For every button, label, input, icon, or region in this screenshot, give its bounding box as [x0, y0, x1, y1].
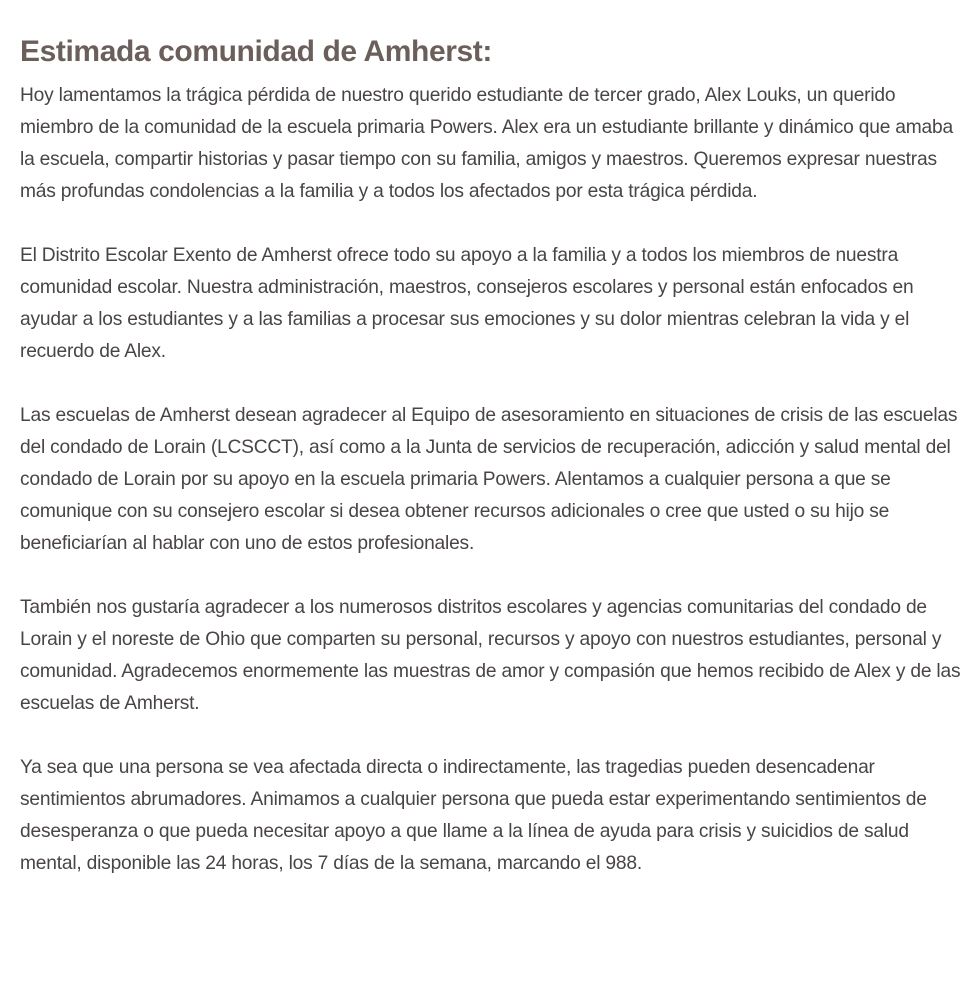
paragraph-community-thanks: También nos gustaría agradecer a los numerosos distritos escolares y agencias comunitarias del condado de Lorain y el noreste de Ohio que comparten su personal, recursos y apoyo con nuestros estudiantes, personal y comunidad. Agradecemos enormemente las muestras de amor y compasión que hemos recibido de Alex y de las escuelas de Amherst. [20, 597, 961, 714]
paragraph-crisis-team-thanks: Las escuelas de Amherst desean agradecer al Equipo de asesoramiento en situaciones de crisis de las escuelas del condado de Lorain (LCSCCT), así como a la Junta de servicios de recuperación, adicción y salud mental del condado de Lorain por su apoyo en la escuela primaria Powers. Alentamos a cualquier persona a que se comunique con su consejero escolar si desea obtener recursos adicionales o cree que usted o su hijo se beneficiarían al hablar con uno de estos profesionales. [20, 405, 958, 554]
article [20, 30, 965, 880]
paragraph-district-support: El Distrito Escolar Exento de Amherst ofrece todo su apoyo a la familia y a todos los miembros de nuestra comunidad escolar. Nuestra administración, maestros, consejeros escolares y personal están enfocados en ayudar a los estudiantes y a las familias a procesar sus emociones y su dolor mientras celebran la vida y el recuerdo de Alex. [20, 245, 914, 362]
article-title: Estimada comunidad de Amherst: [20, 35, 492, 68]
paragraph-crisis-helpline: Ya sea que una persona se vea afectada directa o indirectamente, las tragedias pueden desencadenar sentimientos abrumadores. Animamos a cualquier persona que pueda estar experimentando sentimientos de desesperanza o que pueda necesitar apoyo a que llame a la línea de ayuda para crisis y suicidios de salud mental, disponible las 24 horas, los 7 días de la semana, marcando el 988. [20, 757, 927, 874]
paragraph-condolences: Hoy lamentamos la trágica pérdida de nuestro querido estudiante de tercer grado, Alex Louks, un querido miembro de la comunidad de la escuela primaria Powers. Alex era un estudiante brillante y dinámico que amaba la escuela, compartir historias y pasar tiempo con su familia, amigos y maestros. Queremos expresar nuestras más profundas condolencias a la familia y a todos los afectados por esta trágica pérdida. [20, 85, 953, 202]
